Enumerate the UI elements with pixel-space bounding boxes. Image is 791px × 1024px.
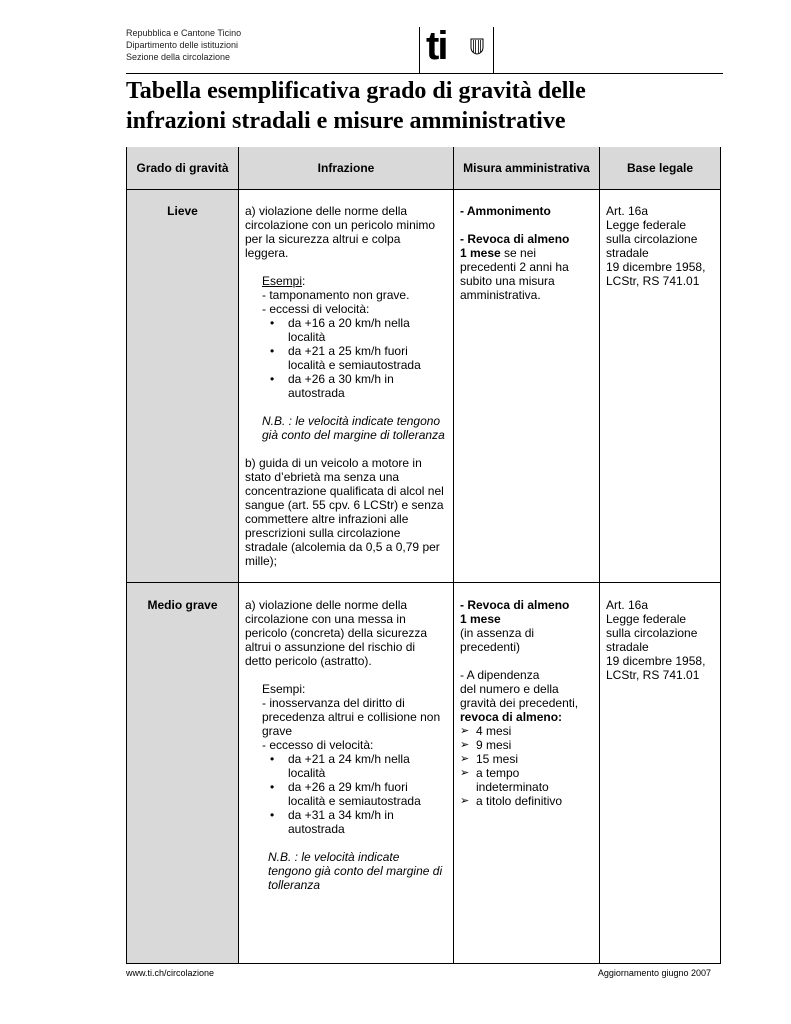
measure-bold: 1 mese (460, 246, 501, 260)
revocation-option (460, 738, 578, 752)
infraction-text-line: pericolo (concreta) della sicurezza (245, 626, 428, 640)
measure-line: revoca di almeno: (460, 710, 563, 724)
bullet-line: località e semiautostrada (288, 358, 421, 372)
col-header-grade: Grado di gravità (127, 147, 238, 189)
revocation-option (460, 752, 578, 766)
measure-line: (in assenza di (460, 626, 535, 640)
option-line: ➢ 9 mesi (476, 738, 512, 752)
legal-line: Art. 16a (606, 598, 649, 612)
revocation-option (460, 766, 578, 794)
note-line: N.B. : le velocità indicate tengono (262, 414, 441, 428)
footer-update-date: Aggiornamento giugno 2007 (597, 968, 711, 978)
measure-medio-grave (460, 598, 578, 808)
revocation-option (460, 794, 578, 808)
measure-lieve (460, 204, 569, 302)
col-divider (453, 147, 454, 964)
legal-line: sulla circolazione (606, 232, 698, 246)
infraction-text-line: prescrizioni sulla circolazione (245, 526, 401, 540)
measure-line: gravità dei precedenti, (460, 696, 579, 710)
title-line: Tabella esemplificativa grado di gravità delle (126, 78, 586, 104)
header-row-divider (126, 189, 721, 190)
example-line: - tamponamento non grave. (262, 288, 410, 302)
measure-line: del numero e della (460, 682, 559, 696)
measure-line: - Revoca di almeno (460, 232, 570, 246)
legal-line: 19 dicembre 1958, (606, 654, 706, 668)
agency-line: Sezione della circolazione (126, 52, 231, 62)
measure-line (460, 246, 569, 260)
col-divider (599, 147, 600, 964)
header-rule (126, 73, 723, 74)
infraction-text-line: altrui o assunzione del rischio di (245, 640, 416, 654)
example-line: - eccesso di velocità: (262, 738, 374, 752)
legal-line: sulla circolazione (606, 626, 698, 640)
bullet-line: • da +21 a 24 km/h nella (288, 752, 410, 766)
col-header-infraction: Infrazione (239, 147, 453, 189)
infraction-text-line: b) guida di un veicolo a motore in (245, 456, 422, 470)
measure-line: - Ammonimento (460, 204, 551, 218)
agency-block (126, 27, 241, 63)
bullet-line: • da +26 a 29 km/h fuori (288, 780, 408, 794)
infraction-text-line: circolazione con un pericolo minimo (245, 218, 436, 232)
infraction-text-line: stato d’ebrietà ma senza una (245, 470, 400, 484)
examples-colon: : (302, 274, 306, 288)
bullet-line: autostrada (288, 822, 345, 836)
infraction-text-line: concentrazione qualificata di alcol nel (245, 484, 444, 498)
legal-line: LCStr, RS 741.01 (606, 668, 700, 682)
title-line: infrazioni stradali e misure amministrative (126, 108, 566, 134)
option-line: ➢ a titolo definitivo (476, 794, 563, 808)
note-line: N.B. : le velocità indicate (268, 850, 400, 864)
speed-bullet (262, 808, 442, 836)
speed-bullet (262, 316, 445, 344)
measure-line: 1 mese (460, 612, 501, 626)
measure-line: precedenti) (460, 640, 521, 654)
agency-line: Dipartimento delle istituzioni (126, 40, 239, 50)
grade-column-shade (127, 190, 238, 963)
logo-divider-right (493, 27, 494, 73)
infraction-text-line: sangue (art. 55 cpv. 6 LCStr) e senza (245, 498, 444, 512)
bullet-line: località (288, 330, 326, 344)
bullet-line: • da +16 a 20 km/h nella (288, 316, 410, 330)
measure-line: - Revoca di almeno (460, 598, 570, 612)
measure-line: - A dipendenza (460, 668, 540, 682)
bullet-line: località (288, 766, 326, 780)
grade-lieve: Lieve (167, 204, 198, 218)
note-line: tengono già conto del margine di (268, 864, 443, 878)
col-header-measure: Misura amministrativa (454, 147, 599, 189)
legal-line: 19 dicembre 1958, (606, 260, 706, 274)
logo-divider-left (419, 27, 420, 73)
infraction-text-line: circolazione con una messa in (245, 612, 406, 626)
note-line: tolleranza (268, 878, 321, 892)
row-divider (126, 582, 721, 583)
example-line: - inosservanza del diritto di (262, 696, 405, 710)
infraction-text-line: a) violazione delle norme della (245, 204, 408, 218)
bullet-line: • da +26 a 30 km/h in (288, 372, 394, 386)
note-line: già conto del margine di tolleranza (262, 428, 445, 442)
legal-line: Legge federale (606, 612, 687, 626)
measure-line: amministrativa. (460, 288, 541, 302)
legal-medio-grave (606, 598, 705, 682)
legal-lieve (606, 204, 705, 288)
option-line: ➢ a tempo (476, 766, 520, 780)
agency-line: Repubblica e Cantone Ticino (126, 28, 242, 38)
infraction-text-line: stradale (alcolemia da 0,5 a 0,79 per (245, 540, 440, 554)
infraction-lieve (245, 204, 445, 568)
measure-rest: se nei (500, 246, 537, 260)
page-title (126, 76, 766, 136)
shield-icon (470, 38, 484, 55)
speed-bullet (262, 752, 442, 780)
option-line: ➢ 4 mesi (476, 724, 512, 738)
examples-heading: Esempi: (262, 682, 306, 696)
examples-heading (262, 274, 445, 288)
logo-text: ti (426, 24, 447, 68)
examples-block (245, 682, 442, 892)
example-line: - eccessi di velocità: (262, 302, 370, 316)
measure-line: subito una misura (460, 274, 555, 288)
infraction-text-line: commettere altre infrazioni alle (245, 512, 409, 526)
legal-line: stradale (606, 640, 649, 654)
option-line: indeterminato (476, 780, 549, 794)
legal-line: stradale (606, 246, 649, 260)
col-divider (238, 147, 239, 964)
example-line: precedenza altrui e collisione non (262, 710, 441, 724)
footer-url[interactable]: www.ti.ch/circolazione (126, 968, 215, 978)
grade-medio-grave: Medio grave (147, 598, 218, 612)
tolerance-note (262, 414, 445, 442)
example-line: grave (262, 724, 293, 738)
infraction-text-line: mille); (245, 554, 277, 568)
infraction-text-line: leggera. (245, 246, 289, 260)
infraction-text-line: a) violazione delle norme della (245, 598, 408, 612)
examples-block (245, 274, 445, 442)
bullet-line: • da +21 a 25 km/h fuori (288, 344, 408, 358)
infraction-b-block (245, 456, 445, 568)
bullet-line: autostrada (288, 386, 345, 400)
examples-label: Esempi (262, 274, 303, 288)
option-line: ➢ 15 mesi (476, 752, 519, 766)
legal-line: Art. 16a (606, 204, 649, 218)
legal-line: LCStr, RS 741.01 (606, 274, 700, 288)
speed-bullet (262, 344, 445, 372)
infraction-text-line: per la sicurezza altrui e colpa (245, 232, 401, 246)
legal-line: Legge federale (606, 218, 687, 232)
bullet-line: • da +31 a 34 km/h in (288, 808, 394, 822)
col-header-legal: Base legale (600, 147, 720, 189)
infraction-text-line: detto pericolo (astratto). (245, 654, 372, 668)
tolerance-note (262, 850, 442, 892)
bullet-line: località e semiautostrada (288, 794, 421, 808)
ticino-logo (426, 24, 486, 70)
revocation-option (460, 724, 578, 738)
speed-bullet (262, 372, 445, 400)
speed-bullet (262, 780, 442, 808)
infraction-medio-grave (245, 598, 442, 892)
measure-line: precedenti 2 anni ha (460, 260, 569, 274)
